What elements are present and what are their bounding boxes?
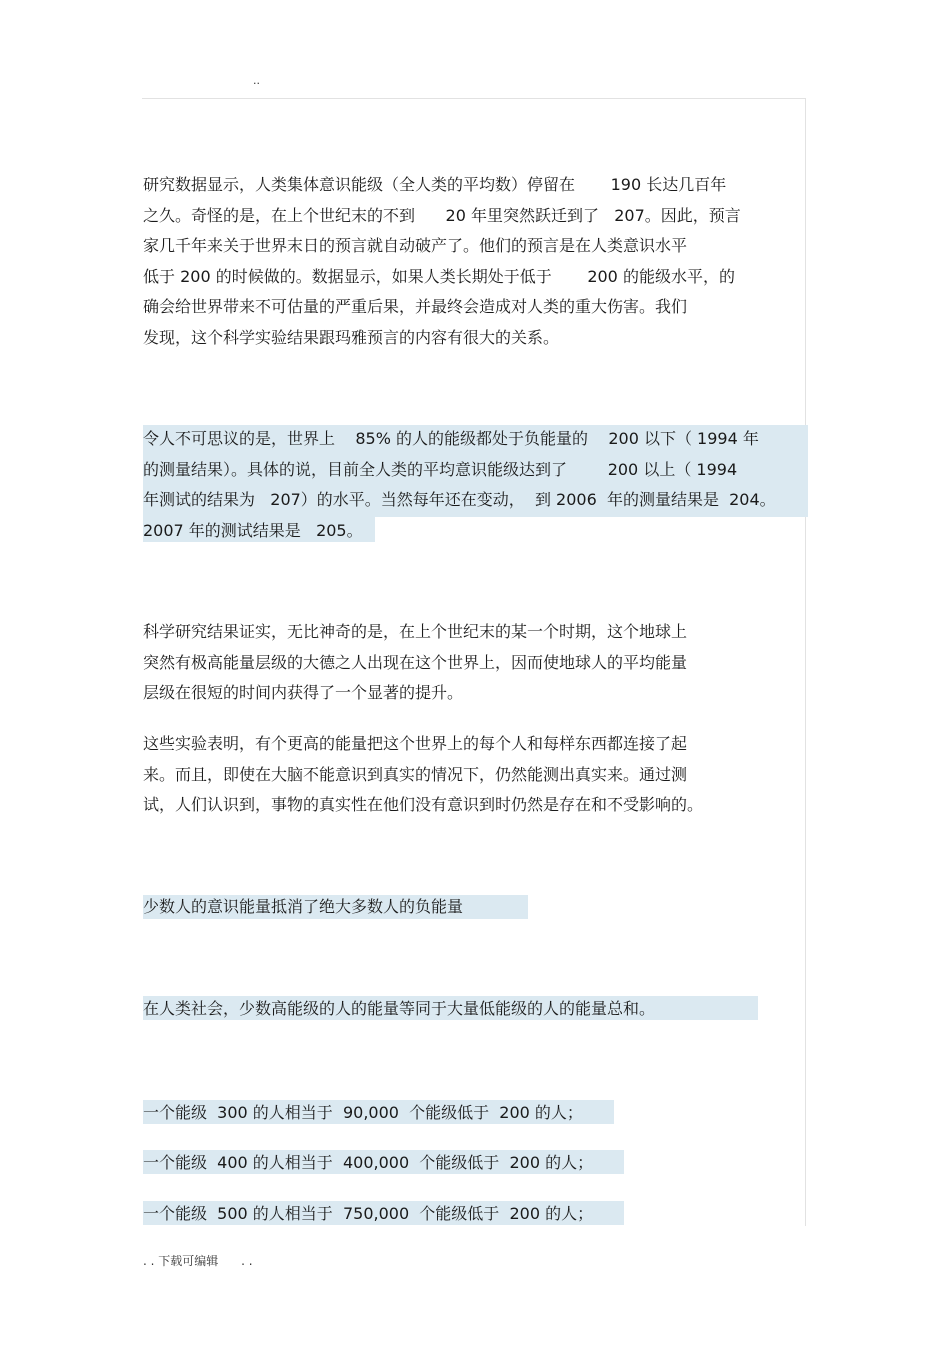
text-line: 年测试的结果为 207）的水平。当然每年还在变动， 到 2006 年的测量结果是 204。: [143, 490, 776, 509]
list-item: [143, 1199, 593, 1230]
paragraph-1: [143, 170, 741, 353]
section-heading: [143, 892, 463, 923]
text-line: 2007 年的测试结果是 205。: [143, 520, 363, 540]
page-footer: . . 下载可编辑 . .: [143, 1254, 253, 1268]
text-line: 层级在很短的时间内获得了一个显著的提升。: [143, 683, 464, 702]
list-item-text: 一个能级 300 的人相当于 90,000 个能级低于 200 的人；: [143, 1103, 583, 1122]
paragraph-5: [143, 994, 655, 1025]
text-line: 研究数据显示，人类集体意识能级（全人类的平均数）停留在 190 长达几百年: [143, 175, 727, 194]
text-line: 的测量结果）。具体的说，目前全人类的平均意识能级达到了 200 以上（ 1994: [143, 459, 738, 479]
list-item-text: 一个能级 500 的人相当于 750,000 个能级低于 200 的人；: [143, 1204, 594, 1223]
paragraph-2-highlighted: [143, 424, 776, 546]
list-item-text: 一个能级 400 的人相当于 400,000 个能级低于 200 的人；: [143, 1153, 594, 1172]
text-line: 在人类社会，少数高能级的人的能量等同于大量低能级的人的能量总和。: [143, 999, 656, 1018]
text-line: 令人不可思议的是，世界上 85% 的人的能级都处于负能量的 200 以下（ 1994 年: [143, 429, 759, 448]
text-line: 发现，这个科学实验结果跟玛雅预言的内容有很大的关系。: [143, 327, 560, 347]
text-line: 家几千年来关于世界末日的预言就自动破产了。他们的预言是在人类意识水平: [143, 236, 688, 255]
page-header-mark: ..: [253, 74, 260, 87]
list-item: [143, 1098, 583, 1129]
paragraph-3: [143, 617, 687, 709]
text-line: 低于 200 的时候做的。数据显示，如果人类长期处于低于 200 的能级水平，的: [143, 266, 735, 286]
text-line: 试，人们认识到，事物的真实性在他们没有意识到时仍然是存在和不受影响的。: [143, 795, 704, 814]
text-line: 突然有极高能量层级的大德之人出现在这个世界上，因而使地球人的平均能量: [143, 652, 688, 672]
text-line: 科学研究结果证实，无比神奇的是，在上个世纪末的某一个时期，这个地球上: [143, 622, 688, 641]
text-line: 之久。奇怪的是，在上个世纪末的不到 20 年里突然跃迁到了 207。因此，预言: [143, 205, 741, 225]
text-line: 来。而且，即使在大脑不能意识到真实的情况下，仍然能测出真实来。通过测: [143, 764, 688, 784]
heading-text: 少数人的意识能量抵消了绝大多数人的负能量: [143, 897, 464, 916]
paragraph-4: [143, 729, 703, 821]
text-line: 这些实验表明，有个更高的能量把这个世界上的每个人和每样东西都连接了起: [143, 734, 688, 753]
list-item: [143, 1148, 593, 1179]
text-line: 确会给世界带来不可估量的严重后果，并最终会造成对人类的重大伤害。我们: [143, 297, 688, 316]
